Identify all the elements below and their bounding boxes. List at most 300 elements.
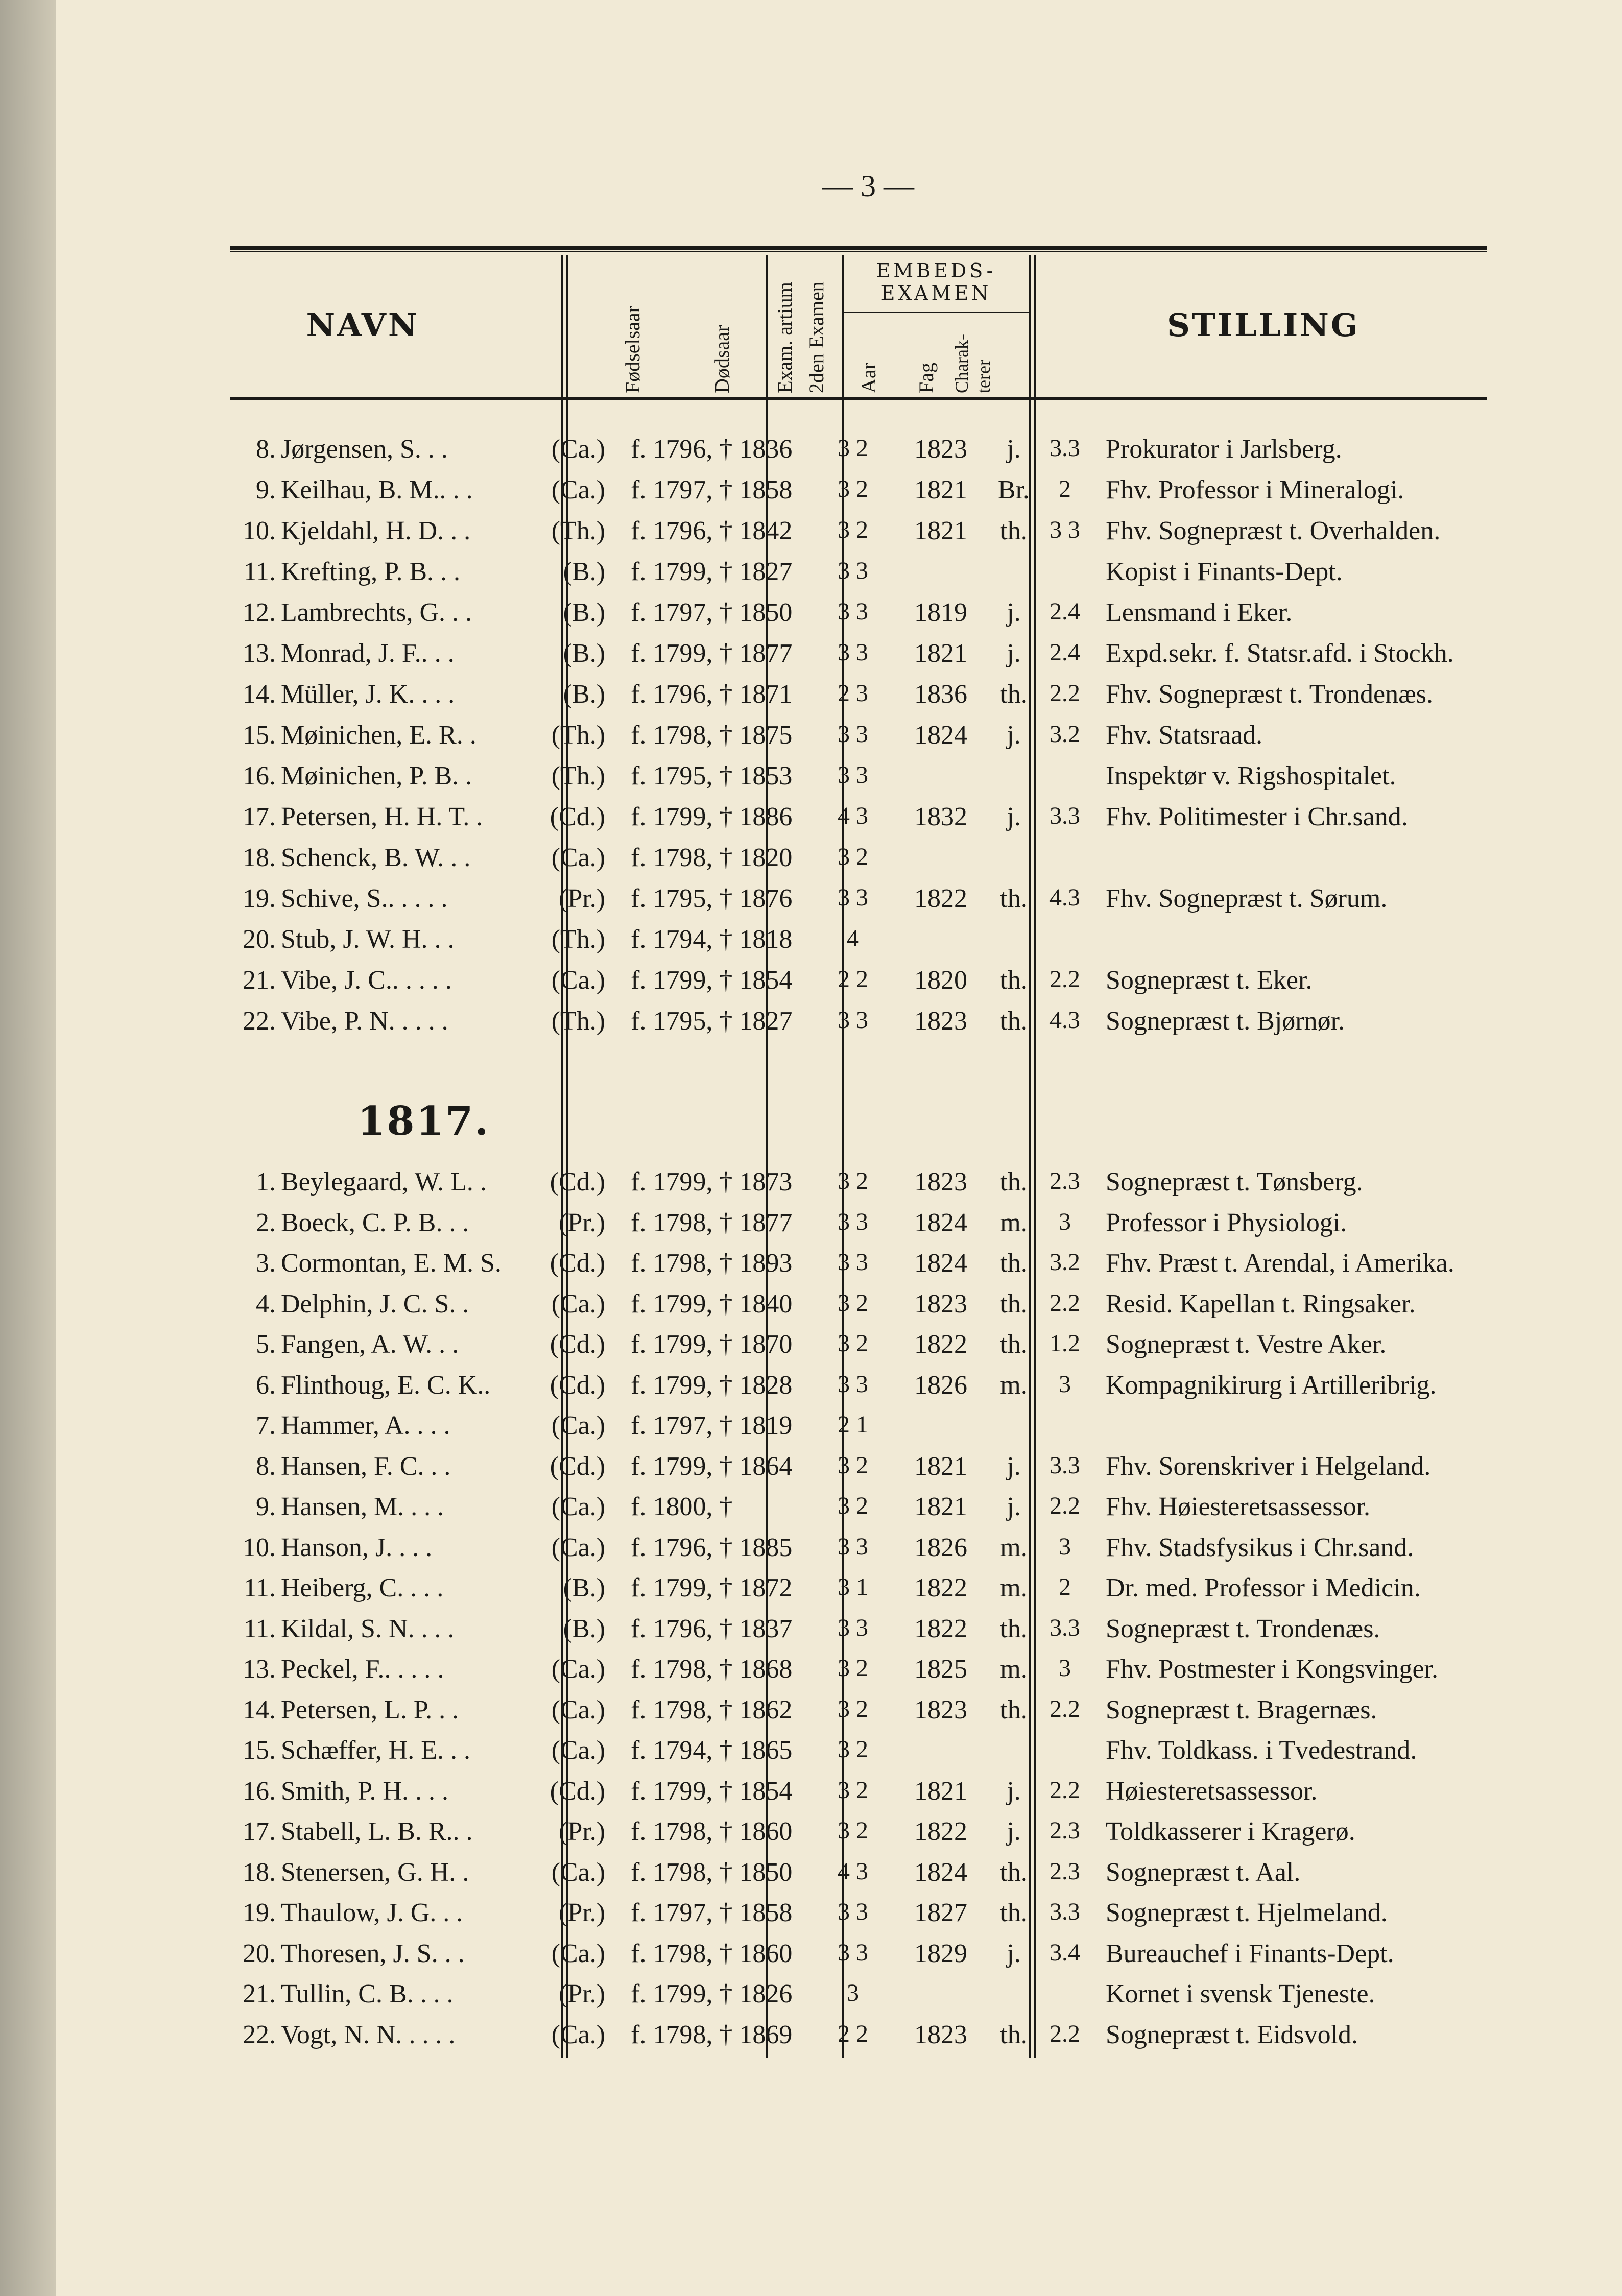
cell-dates: f. 1799, † 1827 [631,557,793,586]
cell-stil: Sognepræst t. Trondenæs. [1106,1614,1380,1643]
cell-name: Schæffer, H. E. . . [281,1736,471,1765]
cell-ex: 3 3 [838,598,868,625]
cell-dates: f. 1796, † 1871 [631,680,793,709]
cell-stil: Fhv. Stadsfysikus i Chr.sand. [1106,1533,1414,1562]
cell-fac: (Ca.) [551,435,605,464]
cell-ex: 3 2 [838,1330,868,1357]
cell-name: Tullin, C. B. . . . [281,1979,454,2008]
cell-ex: 3 3 [838,721,868,748]
cell-num: 13. [243,639,276,668]
cell-fac: (Ca.) [551,1655,605,1684]
cell-name: Beylegaard, W. L. . [281,1167,487,1197]
cell-yr: 1821 [914,1492,967,1521]
cell-name: Thoresen, J. S. . . [281,1939,465,1968]
cell-dates: f. 1798, † 1860 [631,1939,793,1968]
cell-fag: j. [1007,1451,1021,1481]
header-fodselsaar: Fødselsaar [621,305,644,393]
cell-ex: 3 3 [838,761,868,788]
cell-fac: (Th.) [551,721,605,750]
cell-num: 15. [243,721,276,750]
cell-ex: 3 3 [838,639,868,666]
cell-kar: 2.4 [1049,639,1080,666]
cell-dates: f. 1798, † 1868 [631,1655,793,1684]
cell-ex: 3 3 [838,1208,868,1235]
cell-num: 17. [243,1817,276,1846]
cell-ex: 3 3 [838,1370,868,1398]
cell-num: 17. [243,802,276,831]
cell-stil: Professor i Physiologi. [1106,1208,1347,1237]
cell-kar: 2.2 [1049,1695,1080,1723]
cell-ex: 3 2 [838,1736,868,1763]
cell-yr: 1822 [914,1817,967,1846]
cell-fac: (Cd.) [550,1249,605,1278]
table-row [56,1816,1622,1857]
cell-yr: 1823 [914,1007,967,1036]
cell-stil: Høiesteretsassessor. [1106,1776,1318,1806]
table-row [56,1248,1622,1289]
cell-num: 8. [256,1451,276,1481]
cell-kar: 3 [1059,1655,1071,1682]
cell-ex: 3 3 [838,1533,868,1560]
cell-dates: f. 1799, † 1864 [631,1451,793,1481]
cell-yr: 1821 [914,516,967,545]
cell-dates: f. 1795, † 1876 [631,884,793,913]
cell-ex: 3 [847,1979,859,2006]
cell-stil: Fhv. Sognepræst t. Sørum. [1106,884,1388,913]
table-row [56,1898,1622,1939]
cell-num: 22. [243,2020,276,2049]
cell-name: Delphin, J. C. S. . [281,1289,469,1319]
cell-fag: th. [1000,680,1028,709]
cell-fac: (Ca.) [551,1736,605,1765]
cell-fag: th. [1000,1249,1028,1278]
cell-fac: (Th.) [551,925,605,954]
cell-ex: 3 2 [838,1817,868,1844]
cell-fag: th. [1000,1330,1028,1359]
cell-kar: 2.2 [1049,1776,1080,1804]
table-row [56,1492,1622,1533]
cell-fac: (B.) [563,1573,605,1603]
cell-name: Møinichen, E. R. . [281,721,476,750]
cell-stil: Expd.sekr. f. Statsr.afd. i Stockh. [1106,639,1454,668]
cell-name: Kjeldahl, H. D. . . [281,516,471,545]
cell-fag: th. [1000,1898,1028,1927]
cell-name: Vibe, J. C.. . . . . [281,966,452,995]
cell-dates: f. 1797, † 1850 [631,598,793,627]
table-row [56,1208,1622,1249]
cell-dates: f. 1795, † 1853 [631,761,793,791]
cell-num: 10. [243,516,276,545]
cell-dates: f. 1794, † 1865 [631,1736,793,1765]
cell-name: Cormontan, E. M. S. [281,1249,502,1278]
cell-yr: 1819 [914,598,967,627]
cell-fac: (Pr.) [559,1817,605,1846]
cell-num: 1. [256,1167,276,1197]
cell-yr: 1829 [914,1939,967,1968]
cell-ex: 3 3 [838,557,868,584]
cell-name: Boeck, C. P. B. . . [281,1208,469,1237]
cell-kar: 3.3 [1049,802,1080,829]
cell-name: Thaulow, J. G. . . [281,1898,463,1927]
table-row [56,1857,1622,1898]
cell-kar: 3.3 [1049,1614,1080,1641]
cell-stil: Prokurator i Jarlsberg. [1106,435,1342,464]
cell-kar: 4.3 [1049,884,1080,911]
cell-num: 21. [243,966,276,995]
cell-ex: 2 2 [838,966,868,993]
cell-kar: 3.4 [1049,1939,1080,1966]
cell-yr: 1822 [914,884,967,913]
table-row [56,965,1622,1006]
table-row [56,843,1622,883]
cell-kar: 2 [1059,475,1071,503]
cell-dates: f. 1798, † 1860 [631,1817,793,1846]
cell-fac: (B.) [563,680,605,709]
cell-fag: th. [1000,1167,1028,1197]
cell-stil: Bureauchef i Finants-Dept. [1106,1939,1394,1968]
cell-num: 9. [256,1492,276,1521]
cell-num: 6. [256,1370,276,1400]
cell-yr: 1821 [914,475,967,505]
cell-dates: f. 1799, † 1886 [631,802,793,831]
year-heading: 1817. [357,1098,490,1144]
cell-dates: f. 1798, † 1869 [631,2020,793,2049]
cell-stil: Inspektør v. Rigshospitalet. [1106,761,1396,791]
cell-name: Hanson, J. . . . [281,1533,433,1562]
cell-ex: 3 2 [838,1289,868,1317]
cell-num: 14. [243,1695,276,1725]
cell-fag: th. [1000,2020,1028,2049]
table-row [56,2020,1622,2061]
cell-fac: (Th.) [551,516,605,545]
cell-yr: 1826 [914,1533,967,1562]
cell-name: Hansen, F. C. . . [281,1451,451,1481]
table-row [56,1573,1622,1614]
table-row [56,1939,1622,1979]
cell-kar: 2.2 [1049,680,1080,707]
cell-fac: (Ca.) [551,1411,605,1440]
cell-num: 21. [243,1979,276,2008]
cell-num: 16. [243,1776,276,1806]
cell-num: 4. [256,1289,276,1319]
cell-dates: f. 1798, † 1850 [631,1857,793,1887]
cell-fac: (Cd.) [550,1167,605,1197]
cell-num: 5. [256,1330,276,1359]
scan-left-margin [0,0,56,2296]
cell-kar: 3.3 [1049,435,1080,462]
embeds-sub-rule [844,312,1029,313]
table-row [56,1695,1622,1736]
table-row [56,1167,1622,1208]
cell-dates: f. 1797, † 1819 [631,1411,793,1440]
cell-kar: 2.3 [1049,1167,1080,1194]
cell-dates: f. 1799, † 1826 [631,1979,793,2008]
cell-stil: Fhv. Statsraad. [1106,721,1263,750]
cell-ex: 3 2 [838,1655,868,1682]
cell-stil: Lensmand i Eker. [1106,598,1293,627]
cell-kar: 2.2 [1049,2020,1080,2047]
cell-dates: f. 1799, † 1854 [631,966,793,995]
cell-name: Kildal, S. N. . . . [281,1614,455,1643]
cell-yr: 1823 [914,1167,967,1197]
cell-kar: 3 [1059,1533,1071,1560]
table-row [56,720,1622,761]
cell-name: Fangen, A. W. . . [281,1330,459,1359]
cell-stil: Kompagnikirurg i Artilleribrig. [1106,1370,1437,1400]
cell-num: 7. [256,1411,276,1440]
cell-kar: 3.2 [1049,1249,1080,1276]
cell-num: 20. [243,1939,276,1968]
cell-ex: 3 3 [838,884,868,911]
cell-fac: (B.) [563,1614,605,1643]
cell-dates: f. 1799, † 1872 [631,1573,793,1603]
cell-yr: 1822 [914,1330,967,1359]
header-anden-examen: 2den Examen [805,281,828,393]
table-row [56,802,1622,843]
cell-name: Schive, S.. . . . . [281,884,448,913]
cell-stil: Kopist i Finants-Dept. [1106,557,1343,586]
cell-yr: 1824 [914,1208,967,1237]
cell-fac: (Ca.) [551,1857,605,1887]
cell-yr: 1824 [914,1857,967,1887]
cell-stil: Fhv. Høiesteretsassessor. [1106,1492,1371,1521]
table-row [56,557,1622,597]
table-row [56,434,1622,475]
cell-stil: Fhv. Sognepræst t. Trondenæs. [1106,680,1433,709]
table-row [56,679,1622,720]
cell-dates: f. 1796, † 1836 [631,435,793,464]
cell-fac: (B.) [563,639,605,668]
cell-stil: Sognepræst t. Bjørnør. [1106,1007,1345,1036]
table-row [56,516,1622,557]
cell-stil: Sognepræst t. Vestre Aker. [1106,1330,1387,1359]
cell-name: Stabell, L. B. R.. . [281,1817,473,1846]
cell-fag: th. [1000,1857,1028,1887]
cell-stil: Fhv. Sorenskriver i Helgeland. [1106,1451,1431,1481]
table-row [56,1735,1622,1776]
cell-fag: m. [1000,1208,1028,1237]
cell-dates: f. 1800, † [631,1492,733,1521]
cell-fag: j. [1007,1776,1021,1806]
cell-num: 8. [256,435,276,464]
cell-fac: (B.) [563,598,605,627]
cell-dates: f. 1795, † 1827 [631,1007,793,1036]
header-embeds-1: EMBEDS- [876,259,996,282]
cell-ex: 3 2 [838,1776,868,1804]
table-row [56,597,1622,638]
cell-ex: 3 1 [838,1573,868,1600]
cell-kar: 2.3 [1049,1817,1080,1844]
cell-fac: (Th.) [551,1007,605,1036]
cell-num: 11. [243,1614,276,1643]
cell-fac: (Pr.) [559,1979,605,2008]
cell-stil: Sognepræst t. Eker. [1106,966,1313,995]
cell-fag: th. [1000,884,1028,913]
cell-fac: (B.) [563,557,605,586]
table-row [56,1614,1622,1655]
table-row [56,1289,1622,1330]
cell-fac: (Cd.) [550,1451,605,1481]
header-charak-2: terer [973,360,994,393]
cell-ex: 2 2 [838,2020,868,2047]
cell-dates: f. 1799, † 1877 [631,639,793,668]
cell-dates: f. 1798, † 1862 [631,1695,793,1725]
cell-dates: f. 1798, † 1877 [631,1208,793,1237]
header-fag: Fag [915,363,938,393]
cell-fac: (Ca.) [551,2020,605,2049]
cell-num: 19. [243,1898,276,1927]
table-row [56,1776,1622,1817]
cell-yr: 1823 [914,435,967,464]
top-rule [230,246,1487,250]
cell-yr: 1822 [914,1573,967,1603]
cell-yr: 1825 [914,1655,967,1684]
cell-stil: Fhv. Sognepræst t. Overhalden. [1106,516,1441,545]
cell-fac: (Th.) [551,761,605,791]
cell-dates: f. 1794, † 1818 [631,925,793,954]
cell-name: Vogt, N. N. . . . . [281,2020,456,2049]
cell-fag: m. [1000,1655,1028,1684]
cell-kar: 2.4 [1049,598,1080,625]
cell-num: 14. [243,680,276,709]
cell-num: 3. [256,1249,276,1278]
cell-num: 16. [243,761,276,791]
cell-num: 12. [243,598,276,627]
cell-stil: Fhv. Præst t. Arendal, i Amerika. [1106,1249,1454,1278]
cell-fag: m. [1000,1573,1028,1603]
cell-fag: th. [1000,516,1028,545]
cell-name: Møinichen, P. B. . [281,761,472,791]
cell-dates: f. 1798, † 1893 [631,1249,793,1278]
header-navn: NAVN [306,306,419,344]
header-embeds-2: EXAMEN [880,282,992,304]
cell-yr: 1823 [914,1289,967,1319]
cell-fag: m. [1000,1533,1028,1562]
cell-name: Schenck, B. W. . . [281,843,471,872]
cell-num: 15. [243,1736,276,1765]
cell-ex: 3 2 [838,1492,868,1519]
table-row [56,475,1622,516]
cell-fac: (Ca.) [551,1289,605,1319]
cell-fac: (Ca.) [551,1939,605,1968]
cell-ex: 4 [847,925,859,952]
cell-dates: f. 1799, † 1840 [631,1289,793,1319]
header-charak-1: Charak- [951,334,972,393]
cell-fac: (Ca.) [551,1533,605,1562]
cell-stil: Toldkasserer i Kragerø. [1106,1817,1355,1846]
cell-kar: 4.3 [1049,1007,1080,1034]
cell-stil: Fhv. Toldkass. i Tvedestrand. [1106,1736,1417,1765]
cell-name: Peckel, F.. . . . . [281,1655,444,1684]
cell-name: Müller, J. K. . . . [281,680,455,709]
table-row [56,883,1622,924]
cell-yr: 1823 [914,2020,967,2049]
cell-name: Stub, J. W. H. . . [281,925,455,954]
cell-name: Petersen, L. P. . . [281,1695,459,1725]
cell-num: 2. [256,1208,276,1237]
cell-dates: f. 1798, † 1875 [631,721,793,750]
cell-kar: 3.3 [1049,1898,1080,1925]
cell-ex: 3 2 [838,435,868,462]
cell-ex: 4 3 [838,802,868,829]
header-bottom-rule [230,397,1487,400]
cell-stil: Sognepræst t. Eidsvold. [1106,2020,1358,2049]
cell-fac: (Ca.) [551,966,605,995]
cell-yr: 1820 [914,966,967,995]
cell-dates: f. 1799, † 1873 [631,1167,793,1197]
cell-fag: th. [1000,1614,1028,1643]
cell-stil: Sognepræst t. Tønsberg. [1106,1167,1363,1197]
cell-num: 9. [256,475,276,505]
cell-stil: Fhv. Politimester i Chr.sand. [1106,802,1408,831]
cell-dates: f. 1799, † 1854 [631,1776,793,1806]
cell-num: 18. [243,1857,276,1887]
cell-dates: f. 1797, † 1858 [631,1898,793,1927]
cell-fag: j. [1007,802,1021,831]
cell-name: Hammer, A. . . . [281,1411,450,1440]
cell-name: Monrad, J. F.. . . [281,639,455,668]
cell-fag: th. [1000,1695,1028,1725]
cell-ex: 3 3 [838,1614,868,1641]
cell-num: 13. [243,1655,276,1684]
cell-fag: j. [1007,639,1021,668]
table-row [56,1654,1622,1695]
cell-yr: 1836 [914,680,967,709]
cell-num: 22. [243,1007,276,1036]
table-row [56,1410,1622,1451]
cell-kar: 2.2 [1049,1289,1080,1317]
header-dodsaar: Dødsaar [710,325,733,393]
table-row [56,1533,1622,1573]
cell-name: Smith, P. H. . . . [281,1776,448,1806]
cell-fag: j. [1007,721,1021,750]
cell-stil: Sognepræst t. Aal. [1106,1857,1301,1887]
cell-fac: (Ca.) [551,1492,605,1521]
cell-fac: (Cd.) [550,802,605,831]
cell-ex: 3 3 [838,1939,868,1966]
cell-stil: Fhv. Professor i Mineralogi. [1106,475,1404,505]
cell-kar: 1.2 [1049,1330,1080,1357]
cell-ex: 3 2 [838,475,868,503]
top-rule-thin [230,251,1487,252]
cell-kar: 3 3 [1049,516,1080,543]
cell-fag: j. [1007,1492,1021,1521]
cell-fag: j. [1007,598,1021,627]
cell-kar: 2.3 [1049,1857,1080,1885]
header-stilling: STILLING [1167,306,1360,344]
cell-ex: 2 3 [838,680,868,707]
cell-fac: (Cd.) [550,1370,605,1400]
cell-fag: Br. [997,475,1030,505]
cell-ex: 3 2 [838,516,868,543]
cell-fac: (Pr.) [559,884,605,913]
cell-ex: 3 3 [838,1249,868,1276]
cell-ex: 3 3 [838,1898,868,1925]
cell-fag: j. [1007,435,1021,464]
cell-ex: 3 2 [838,1451,868,1479]
cell-yr: 1821 [914,1776,967,1806]
cell-fac: (Cd.) [550,1330,605,1359]
cell-fag: th. [1000,1007,1028,1036]
table-row [56,1370,1622,1411]
cell-fag: j. [1007,1939,1021,1968]
cell-yr: 1832 [914,802,967,831]
cell-fag: j. [1007,1817,1021,1846]
cell-ex: 3 2 [838,1167,868,1194]
cell-name: Vibe, P. N. . . . . [281,1007,448,1036]
cell-kar: 3 [1059,1370,1071,1398]
cell-yr: 1823 [914,1695,967,1725]
